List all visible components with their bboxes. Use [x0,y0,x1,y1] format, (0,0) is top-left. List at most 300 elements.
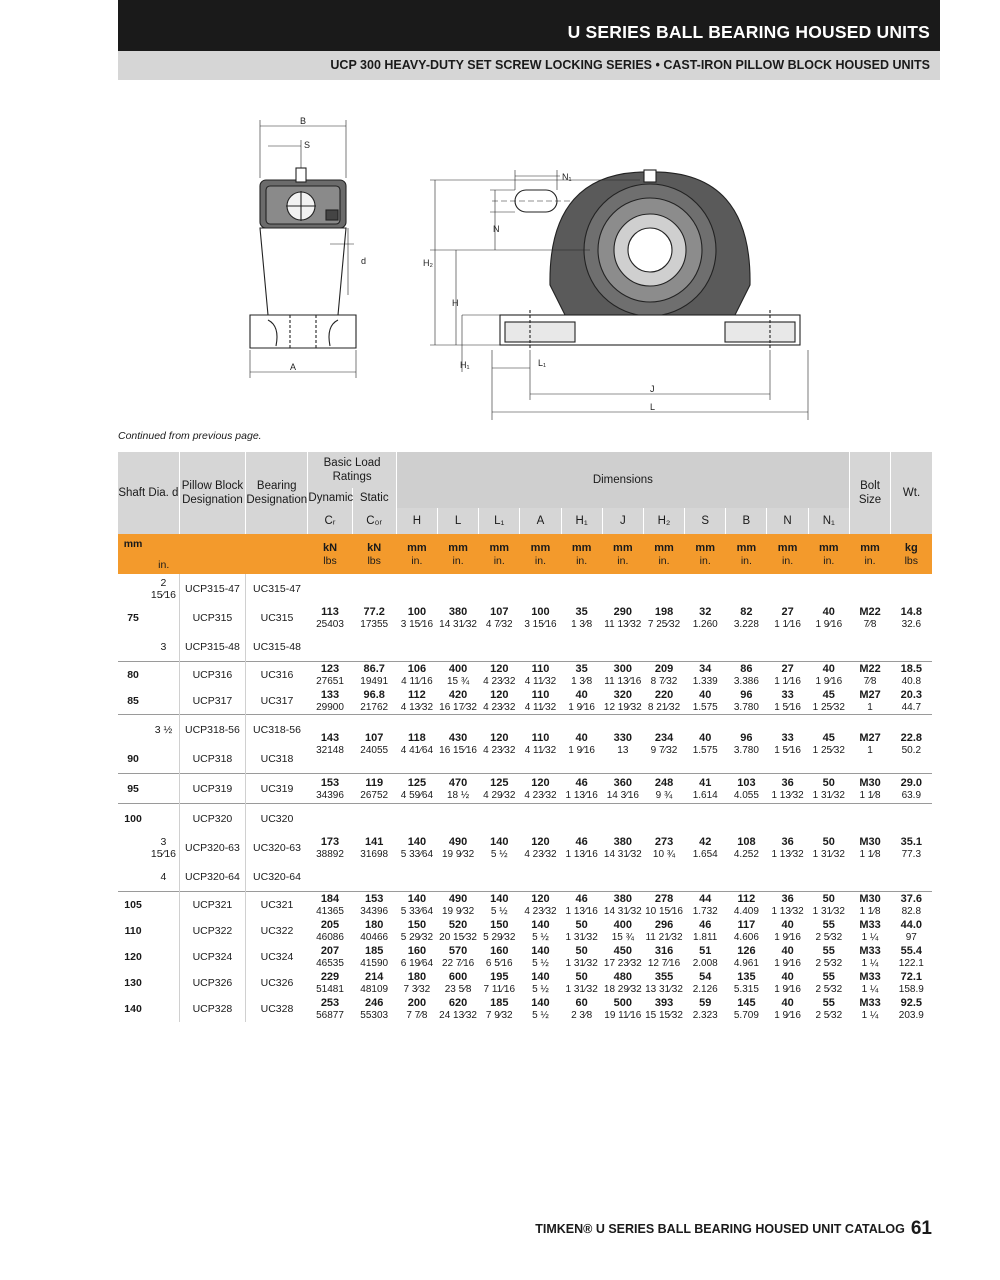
bolt-value: M27 [859,732,881,744]
cell-s [685,662,726,689]
n1-value-alt: 1 31⁄32 [812,906,845,917]
cell-c0r [352,804,396,892]
unit-in: in. [452,554,464,567]
a-value: 110 [531,689,550,701]
label-s: S [304,140,311,150]
cell-j [602,774,643,804]
cell-l1 [479,774,520,804]
pillow-block: UCP318 [179,744,245,774]
cr-value-alt: 29900 [316,702,344,713]
label-n1: N₁ [562,172,572,182]
cell-l [437,970,478,996]
n1-value: 45 [822,732,835,744]
unit-mm: mm [819,541,839,554]
cell-n [767,918,808,944]
label-j: J [650,384,655,394]
shaft-in [148,774,179,804]
wt-value-alt: 122.1 [898,958,924,969]
wt-value: 44.0 [900,919,923,931]
h1-value: 46 [575,776,588,789]
cell-cr [308,662,352,689]
h2-value: 209 [654,663,674,675]
pillow-block-drawing [230,110,830,425]
h1-value-alt: 1 31⁄32 [565,932,598,943]
shaft-in [148,662,179,689]
a-value: 140 [531,919,550,931]
b-value: 103 [737,776,756,789]
cell-a [520,892,561,919]
col-j: J [602,508,643,534]
cr-value-alt: 46086 [316,932,344,943]
table-row [118,944,932,970]
l-value: 600 [448,971,468,983]
j-value: 360 [613,776,632,789]
cell-wt [891,688,932,715]
n1-value-alt: 1 31⁄32 [812,789,845,801]
shaft-mm: 100 [118,804,148,834]
s-value: 46 [699,919,712,931]
bolt-value-alt: 1 ¼ [861,958,879,969]
l-value-alt: 16 17⁄32 [439,702,477,713]
cell-b [726,715,767,774]
s-value: 32 [699,605,712,618]
a-value: 100 [531,605,550,618]
cell-a [520,996,561,1022]
label-d: d [361,256,367,266]
cell-l [437,944,478,970]
n-value-alt: 1 13⁄32 [771,789,804,801]
shaft-in: 3 ½ [148,715,179,745]
h-value: 100 [407,605,427,618]
n-value: 40 [781,997,794,1009]
table-row [118,918,932,944]
unit-in: in. [576,554,588,567]
j-value-alt: 13 [617,745,629,756]
a-value: 110 [531,663,550,675]
h2-value: 220 [654,689,674,701]
col-l: L [437,508,478,534]
cell-n [767,715,808,774]
h-value: 106 [407,663,427,675]
cell-l [437,996,478,1022]
cell-h [396,715,437,774]
h2-value-alt: 11 21⁄32 [645,932,683,943]
c0r-value: 96.8 [363,689,385,701]
h2-value: 198 [654,605,674,618]
s-value: 54 [699,971,712,983]
cell-a [520,574,561,662]
b-value: 126 [737,945,756,957]
cell-h [396,804,437,892]
cell-c0r [352,688,396,715]
label-a: A [290,362,297,372]
h1-value: 50 [575,971,588,983]
n1-value: 55 [822,997,835,1009]
l1-value: 120 [490,689,509,701]
cell-bolt [849,892,890,919]
h1-value: 40 [575,689,588,701]
bolt-value: M30 [859,776,881,789]
unit-mm: mm [118,534,148,574]
wt-value-alt: 50.2 [901,745,922,756]
h-value-alt: 4 41⁄64 [400,745,434,756]
l1-value: 125 [490,776,509,789]
cell-b [726,774,767,804]
cell-cr [308,996,352,1022]
shaft-mm [118,632,148,662]
shaft-in [148,744,179,774]
cell-n1 [808,892,849,919]
h1-value: 40 [575,732,588,744]
bolt-value-alt: 1 1⁄8 [859,906,881,917]
unit-in: in. [740,554,752,567]
b-value: 96 [740,732,753,744]
h-value: 125 [407,776,427,789]
cell-a [520,688,561,715]
j-value: 500 [613,997,632,1009]
l-value-alt: 23 5⁄8 [444,984,472,995]
cell-b [726,662,767,689]
cell-j [602,892,643,919]
cell-cr [308,804,352,892]
wt-value: 37.6 [900,893,923,905]
j-value-alt: 11 13⁄16 [604,676,642,687]
h-value: 140 [407,835,427,848]
c0r-value: 119 [365,776,384,789]
unit-mm: mm [571,541,592,554]
wt-value: 29.0 [900,776,923,789]
shaft-mm: 120 [124,951,142,963]
l1-value-alt: 5 29⁄32 [483,932,516,943]
cell-wt [891,774,932,804]
h1-value: 60 [575,997,588,1009]
col-h1: H₁ [561,508,602,534]
wt-value: 14.8 [900,605,923,618]
wt-value-alt: 97 [905,932,917,943]
l-value: 490 [448,893,468,905]
h1-value: 46 [575,893,588,905]
cr-value: 133 [320,689,340,701]
cell-n [767,774,808,804]
shaft-mm [118,862,148,892]
page-title: U SERIES BALL BEARING HOUSED UNITS [567,22,930,42]
cr-value: 253 [320,997,340,1009]
cr-value-alt: 32148 [316,745,344,756]
b-value-alt: 4.252 [733,848,759,860]
b-value: 117 [737,919,756,931]
col-n1: N₁ [808,508,849,534]
cell-s [685,688,726,715]
c0r-value-alt: 41590 [360,958,389,969]
n-value: 36 [781,776,794,789]
c0r-value-alt: 19491 [360,676,389,687]
unit-lbs: lbs [323,554,337,567]
cell-h2 [643,944,684,970]
h-value-alt: 4 13⁄32 [400,702,434,713]
cell-l1 [479,574,520,662]
cell-s [685,774,726,804]
shaft-in: 3 [160,640,167,653]
bearing: UC320 [246,804,308,834]
s-value: 40 [699,689,712,701]
cell-s [685,996,726,1022]
j-value-alt: 17 23⁄32 [603,958,642,969]
table-row [118,574,932,603]
n1-value: 50 [822,893,835,905]
wt-value-alt: 158.9 [898,984,924,995]
n-value: 40 [781,971,794,983]
s-value-alt: 1.811 [693,932,718,943]
cell-h2 [643,688,684,715]
cell-h1 [561,944,602,970]
l-value: 490 [448,835,468,848]
cell-h [396,970,437,996]
cell-cr [308,574,352,662]
cell-h1 [561,804,602,892]
cr-value-alt: 27651 [316,676,344,687]
cell-wt [891,996,932,1022]
shaft-mm: 85 [127,695,139,707]
cell-h1 [561,774,602,804]
a-value: 120 [531,776,550,789]
cell-l1 [479,715,520,774]
l1-value: 185 [490,997,509,1009]
shaft-mm: 140 [124,1003,142,1015]
l-value-alt: 18 ½ [446,789,470,801]
h-value-alt: 5 29⁄32 [400,932,434,943]
h-value-alt: 4 59⁄64 [400,789,434,801]
bearing: UC320-63 [246,833,308,862]
cell-s [685,944,726,970]
cell-h2 [643,662,684,689]
a-value: 140 [531,945,550,957]
b-value: 96 [740,689,753,701]
l-value: 470 [448,776,468,789]
h1-value: 35 [575,605,588,618]
h1-value-alt: 1 3⁄8 [571,676,593,687]
bearing: UC315 [246,603,308,632]
s-value: 44 [699,893,712,905]
col-cr: Cᵣ [308,508,352,534]
wt-value-alt: 77.3 [901,848,922,860]
unit-lbs: lbs [367,554,381,567]
wt-value: 72.1 [900,971,923,983]
n-value-alt: 1 9⁄16 [774,932,801,943]
b-value-alt: 3.386 [733,676,759,687]
shaft-mm: 90 [127,752,139,765]
wt-value: 55.4 [900,945,923,957]
pillow-block: UCP317 [179,688,245,715]
c0r-value: 77.2 [363,605,385,618]
h1-value: 50 [575,919,588,931]
cell-s [685,918,726,944]
b-value-alt: 4.055 [733,789,759,801]
cell-c0r [352,715,396,774]
unit-mm: mm [448,541,468,554]
cr-value: 173 [320,835,340,848]
unit-mm: mm [530,541,551,554]
h2-value-alt: 8 7⁄32 [650,676,678,687]
cr-value: 123 [320,663,340,675]
b-value: 135 [737,971,756,983]
l-value: 520 [448,919,468,931]
unit-in: in. [493,554,505,567]
cell-h [396,574,437,662]
cell-h2 [643,970,684,996]
n-value: 40 [781,919,794,931]
n1-value-alt: 2 5⁄32 [815,958,843,969]
bearing: UC317 [246,688,308,715]
header-bar [118,0,940,51]
n1-value: 40 [822,663,835,675]
h-value: 150 [407,919,427,931]
h1-value-alt: 1 13⁄16 [565,848,598,860]
j-value: 300 [613,663,632,675]
s-value: 41 [699,776,712,789]
cell-n1 [808,688,849,715]
c0r-value: 185 [365,945,384,957]
shaft-in [148,892,179,919]
cell-j [602,996,643,1022]
label-h2: H₂ [423,258,433,268]
cell-h1 [561,574,602,662]
cell-bolt [849,662,890,689]
cell-h1 [561,996,602,1022]
l-value: 380 [448,605,468,618]
pillow-block: UCP316 [179,662,245,689]
spec-table-body [118,574,932,1022]
bearing: UC320-64 [246,862,308,892]
shaft-in [148,688,179,715]
bolt-value: M27 [859,689,881,701]
l1-value: 107 [490,605,509,618]
n1-value-alt: 1 9⁄16 [815,618,843,630]
b-value: 86 [740,663,753,675]
b-value-alt: 3.780 [733,745,759,756]
unit-in: in. [617,554,629,567]
l1-value: 120 [490,732,509,744]
bolt-value-alt: 7⁄8 [863,618,877,630]
col-static: Static [352,488,396,508]
shaft-mm [118,574,148,603]
cell-wt [891,970,932,996]
h1-value: 50 [575,945,588,957]
cell-l1 [479,662,520,689]
bolt-value-alt: 1 ¼ [861,1010,879,1021]
cell-l [437,892,478,919]
cell-n1 [808,574,849,662]
unit-mm: mm [777,541,798,554]
spec-table [118,452,932,1022]
pillow-block: UCP326 [179,970,245,996]
h2-value-alt: 9 7⁄32 [650,745,678,756]
shaft-mm [118,833,148,862]
bolt-value-alt: 1 [867,745,873,756]
unit-in: in. [864,554,876,567]
h2-value: 355 [654,971,674,983]
cell-wt [891,574,932,662]
s-value-alt: 1.614 [692,789,718,801]
n1-value-alt: 1 25⁄32 [812,745,845,756]
l-value-alt: 14 31⁄32 [439,618,477,630]
h2-value-alt: 8 21⁄32 [647,702,681,713]
unit-mm: mm [736,541,757,554]
cr-value: 229 [320,971,340,983]
bolt-value-alt: 1 1⁄8 [859,789,881,801]
cell-h2 [643,804,684,892]
cr-value-alt: 51481 [316,984,344,995]
col-b: B [726,508,767,534]
cell-bolt [849,918,890,944]
l-value: 400 [448,663,468,675]
n1-value: 50 [822,776,835,789]
s-value-alt: 1.575 [692,745,718,756]
l1-value: 140 [490,835,509,848]
a-value: 140 [531,971,550,983]
l1-value: 150 [490,919,509,931]
n-value: 27 [781,605,794,618]
h-value-alt: 7 3⁄32 [403,984,431,995]
h1-value-alt: 1 9⁄16 [568,745,595,756]
cell-n1 [808,918,849,944]
a-value-alt: 3 15⁄16 [524,618,557,630]
shaft-mm: 95 [118,774,148,804]
s-value-alt: 1.732 [692,906,718,917]
l1-value-alt: 4 23⁄32 [483,676,516,687]
unit-in: in. [148,534,179,574]
cr-value-alt: 34396 [316,789,344,801]
cell-c0r [352,918,396,944]
page-subtitle: UCP 300 HEAVY-DUTY SET SCREW LOCKING SERIES • CAST-IRON PILLOW BLOCK HOUSED UNITS [330,58,930,72]
cr-value-alt: 56877 [316,1010,344,1021]
bearing: UC326 [246,970,308,996]
b-value: 112 [737,893,756,905]
n-value-alt: 1 1⁄16 [774,618,801,630]
shaft-mm: 75 [127,611,139,624]
h-value-alt: 4 11⁄16 [401,676,433,687]
cell-bolt [849,970,890,996]
j-value: 330 [613,732,632,744]
l1-value-alt: 6 5⁄16 [485,958,513,969]
cell-a [520,944,561,970]
bearing: UC316 [246,662,308,689]
table-row [118,970,932,996]
pillow-block: UCP315-47 [179,574,245,603]
wt-value-alt: 40.8 [901,676,922,687]
cell-l [437,715,478,774]
a-value-alt: 4 23⁄32 [524,789,557,801]
pillow-block: UCP328 [179,996,245,1022]
cr-value: 143 [320,732,340,744]
b-value: 108 [737,835,756,848]
a-value: 120 [531,835,550,848]
n-value: 33 [781,732,794,744]
a-value: 140 [531,997,550,1009]
n-value: 33 [781,689,794,701]
c0r-value: 214 [365,971,384,983]
col-h2: H₂ [643,508,684,534]
a-value-alt: 5 ½ [532,984,549,995]
a-value-alt: 5 ½ [532,932,549,943]
cr-value: 184 [320,893,340,905]
cell-n [767,662,808,689]
cell-s [685,970,726,996]
cr-value: 153 [320,776,340,789]
cr-value: 207 [320,945,340,957]
cell-j [602,970,643,996]
unit-mm: mm [489,541,510,554]
j-value-alt: 14 3⁄16 [606,789,639,801]
